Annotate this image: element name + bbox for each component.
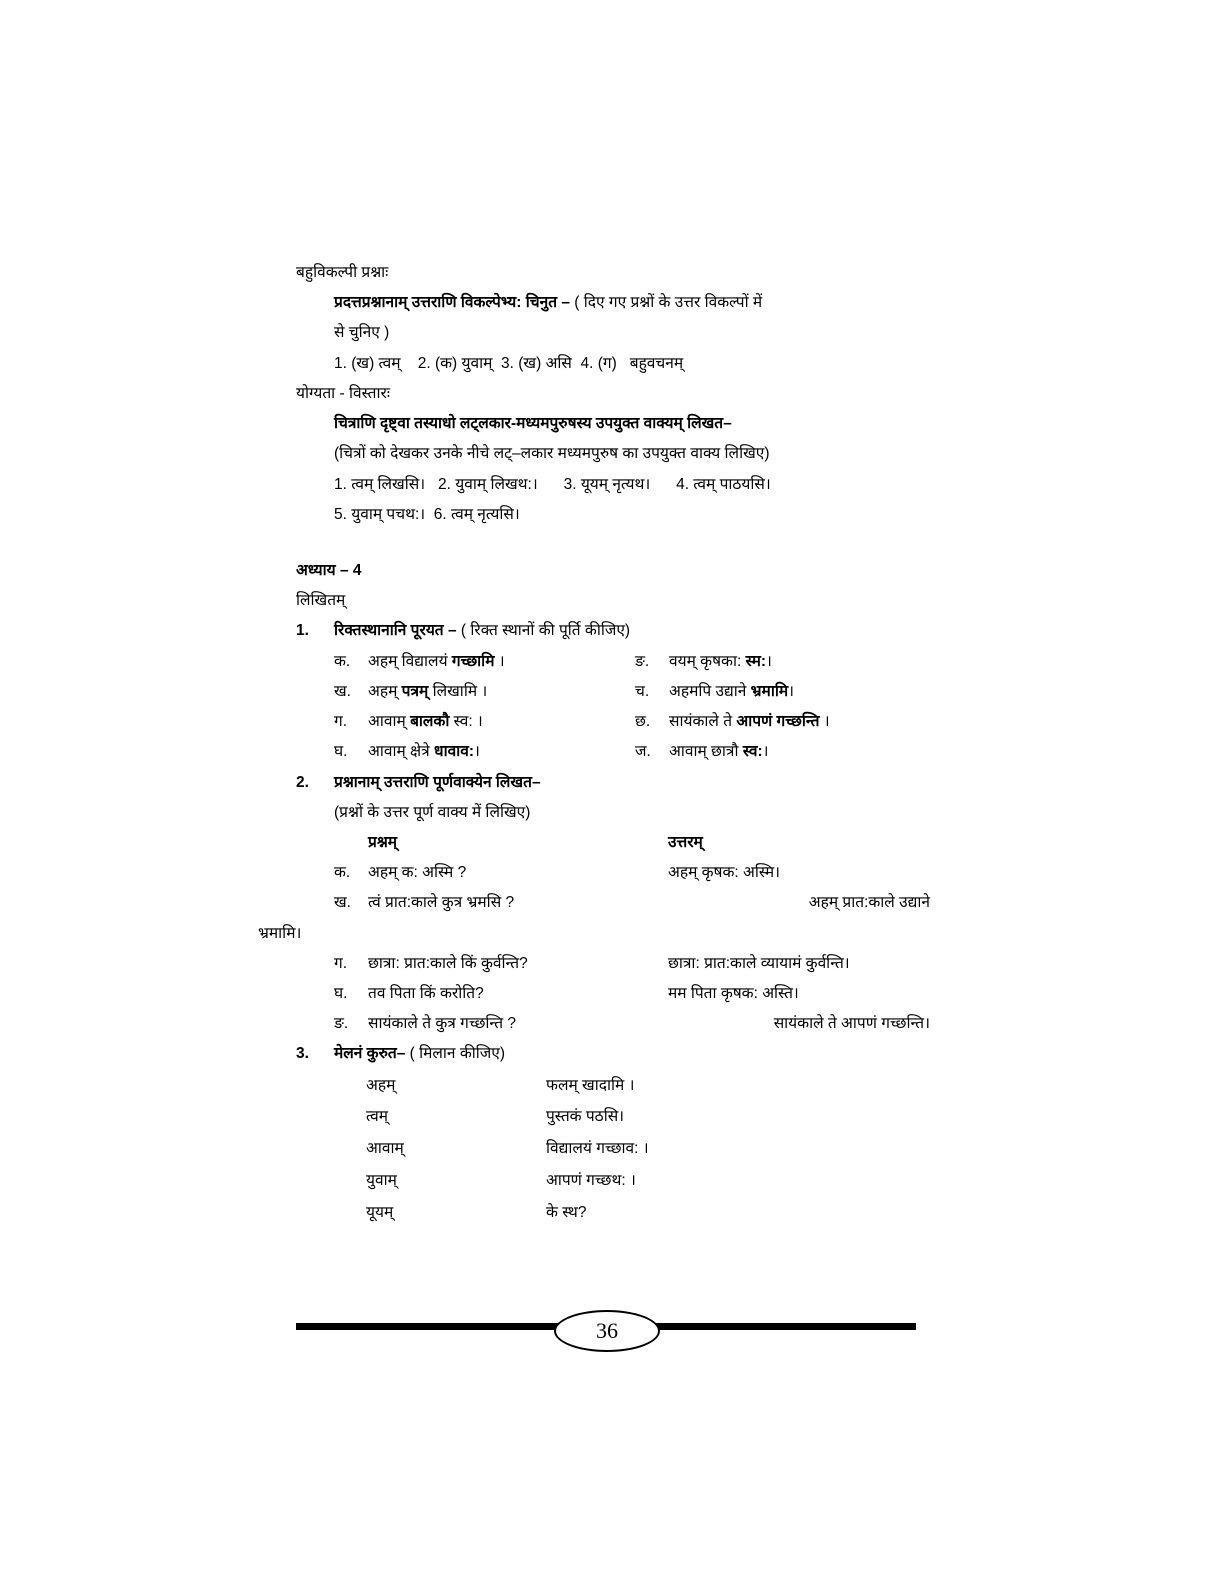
- page-number: 36: [554, 1310, 660, 1352]
- fill-blank-answer: पत्रम्: [401, 682, 429, 700]
- chapter-subtitle: लिखितम्: [296, 592, 346, 610]
- fill-blank-post: लिखामि ।: [428, 682, 488, 700]
- question-2: [296, 768, 936, 798]
- match-row: [366, 1165, 936, 1197]
- fill-blank-left: [334, 707, 635, 737]
- match-right: फलम् खादामि ।: [546, 1076, 635, 1094]
- fill-blank-post: ।: [788, 682, 794, 700]
- qa-label: ख.: [334, 894, 351, 912]
- fill-blank-text: [669, 647, 772, 677]
- fill-blank-row: [334, 707, 936, 737]
- qa-header-spacer: [334, 828, 368, 858]
- yogyata-answers-line2: 5. युवाम् पचथ:। 6. त्वम् नृत्यसि।: [334, 505, 520, 523]
- fill-blank-row: [334, 677, 936, 707]
- qa-row: [334, 979, 936, 1009]
- match-right: पुस्तकं पठसि।: [546, 1108, 625, 1126]
- fill-blank-label: च.: [635, 682, 650, 700]
- mcq-instruction-plain: ( दिए गए प्रश्नों के उत्तर विकल्पों में: [574, 294, 763, 312]
- question-3-title-bold: मेलनं कुरुत–: [334, 1045, 406, 1063]
- qa-header-question: प्रश्नम्: [368, 833, 398, 851]
- question-1-title-plain: ( रिक्त स्थानों की पूर्ति कीजिए): [460, 622, 631, 640]
- question-3-number: 3.: [296, 1045, 309, 1063]
- match-right: आपणं गच्छथ: ।: [546, 1171, 636, 1189]
- fill-blank-left: [334, 647, 635, 677]
- fill-blank-label: ज.: [635, 743, 651, 761]
- question-3-title-plain: ( मिलान कीजिए): [409, 1045, 505, 1063]
- fill-blank-left: [334, 737, 635, 767]
- match-right: के स्थ?: [546, 1203, 587, 1221]
- fill-blank-text: [669, 677, 794, 707]
- question-2-title-plain: (प्रश्नों के उत्तर पूर्ण वाक्य में लिखिए): [334, 803, 531, 821]
- question-3: [296, 1039, 936, 1069]
- fill-blank-answer: धावाव:: [434, 743, 474, 761]
- qa-table-header: [334, 828, 936, 858]
- fill-blank-post: ।: [819, 713, 830, 731]
- qa-answer-overflow: भ्रमामि।: [258, 924, 302, 942]
- qa-label: ग.: [334, 954, 348, 972]
- match-right: विद्यालयं गच्छाव: ।: [546, 1140, 649, 1158]
- fill-blank-post: ।: [766, 652, 772, 670]
- fill-blank-right: [635, 707, 936, 737]
- fill-blank-answer: स्व:: [742, 743, 763, 761]
- qa-answer: मम पिता कृषक: अस्ति।: [668, 985, 799, 1003]
- fill-blank-answer: गच्छामि: [451, 652, 495, 670]
- fill-blank-pre: आवाम् क्षेत्रे: [368, 743, 435, 761]
- qa-answer: अहम् प्रात:काले उद्याने: [808, 894, 930, 912]
- qa-row: [334, 1009, 936, 1039]
- question-3-title: [334, 1039, 936, 1069]
- qa-question: छात्रा: प्रात:काले किं कुर्वन्ति?: [368, 954, 528, 972]
- fill-blank-text: [368, 677, 487, 707]
- mcq-instruction-cont: से चुनिए ): [334, 324, 390, 342]
- fill-blank-pre: अहमपि उद्याने: [669, 682, 751, 700]
- fill-blank-pre: सायंकाले ते: [669, 713, 737, 731]
- fill-blank-label: छ.: [635, 713, 651, 731]
- fill-blank-text: [368, 647, 505, 677]
- fill-blank-right: [635, 737, 936, 767]
- yogyata-answers-line1: 1. त्वम् लिखसि। 2. युवाम् लिखथ:। 3. यूयम् नृत्यथ। 4. त्वम् पाठयसि।: [334, 475, 771, 493]
- fill-blank-answer: भ्रमामि: [750, 682, 789, 700]
- match-row: [366, 1070, 936, 1102]
- mcq-heading: बहुविकल्पी प्रश्नाः: [296, 264, 389, 281]
- question-1-title: [334, 616, 936, 646]
- match-row: [366, 1101, 936, 1133]
- fill-blank-text: [368, 737, 480, 767]
- fill-blank-text: [368, 707, 483, 737]
- mcq-instruction: [334, 288, 936, 318]
- qa-question: अहम् क: अस्मि ?: [368, 864, 467, 882]
- mcq-answers: 1. (ख) त्वम् 2. (क) युवाम् 3. (ख) असि 4. (ग) बहुवचनम्: [334, 354, 684, 372]
- fill-blank-row: [334, 647, 936, 677]
- qa-row: [334, 949, 936, 979]
- fill-blank-pre: अहम्: [368, 682, 402, 700]
- fill-blank-label: ख.: [334, 682, 351, 700]
- mcq-instruction-bold: प्रदत्तप्रश्नानाम् उत्तराणि विकल्पेभ्य: चिनुत –: [334, 294, 570, 312]
- qa-answer: छात्रा: प्रात:काले व्यायामं कुर्वन्ति।: [668, 954, 850, 972]
- question-1-number: 1.: [296, 622, 309, 640]
- match-left: अहम्: [366, 1076, 396, 1094]
- fill-blank-pre: आवाम् छात्रौ: [669, 743, 743, 761]
- match-left: आवाम्: [366, 1140, 404, 1158]
- fill-blank-label: ग.: [334, 713, 348, 731]
- question-1: [296, 616, 936, 646]
- question-2-number: 2.: [296, 773, 309, 791]
- fill-blank-label: घ.: [334, 743, 348, 761]
- qa-question: तव पिता किं करोति?: [368, 985, 484, 1003]
- qa-answer: सायंकाले ते आपणं गच्छन्ति।: [773, 1015, 930, 1033]
- question-2-title-bold: प्रश्नानाम् उत्तराणि पूर्णवाक्येन लिखत–: [334, 773, 541, 791]
- fill-blank-answer: स्म:: [745, 652, 767, 670]
- qa-label: ङ.: [334, 1015, 349, 1033]
- fill-blank-pre: आवाम्: [368, 713, 411, 731]
- fill-blank-post: ।: [494, 652, 505, 670]
- match-row: [366, 1197, 936, 1229]
- qa-answer: अहम् कृषक: अस्मि।: [668, 864, 781, 882]
- fill-blank-pre: अहम् विद्यालयं: [368, 652, 452, 670]
- match-left: युवाम्: [366, 1171, 397, 1189]
- fill-blank-pre: वयम् कृषका:: [669, 652, 746, 670]
- qa-question: त्वं प्रात:काले कुत्र भ्रमसि ?: [368, 894, 515, 912]
- page-content: [258, 258, 936, 1229]
- qa-header-answer: उत्तरम्: [668, 833, 703, 851]
- fill-blank-answer: बालकौ: [410, 713, 450, 731]
- match-left: यूयम्: [366, 1203, 394, 1221]
- page-footer: [296, 1310, 916, 1358]
- fill-blank-row: [334, 737, 936, 767]
- qa-label: क.: [334, 864, 351, 882]
- fill-blank-post: ।: [474, 743, 480, 761]
- qa-question: सायंकाले ते कुत्र गच्छन्ति ?: [368, 1015, 516, 1033]
- yogyata-heading: योग्यता - विस्तारः: [296, 384, 390, 402]
- fill-blank-right: [635, 677, 936, 707]
- chapter-title: अध्याय – 4: [296, 561, 362, 579]
- fill-blank-left: [334, 677, 635, 707]
- yogyata-instruction-plain: (चित्रों को देखकर उनके नीचे लट्–लकार मध्यमपुरुष का उपयुक्त वाक्य लिखिए): [334, 445, 770, 463]
- fill-blank-text: [669, 737, 769, 767]
- fill-blank-post: स्व: ।: [449, 713, 483, 731]
- fill-blank-answer: आपणं गच्छन्ति: [736, 713, 820, 731]
- yogyata-instruction-bold: चित्राणि दृष्ट्वा तस्याधो लट्लकार-मध्यमपुरुषस्य उपयुक्त वाक्यम् लिखत–: [334, 415, 732, 433]
- fill-blank-label: क.: [334, 652, 351, 670]
- fill-blank-right: [635, 647, 936, 677]
- question-1-title-bold: रिक्तस्थानानि पूरयत –: [334, 622, 457, 640]
- match-left: त्वम्: [366, 1108, 388, 1126]
- match-row: [366, 1133, 936, 1165]
- fill-blank-post: ।: [762, 743, 769, 761]
- fill-blank-text: [669, 707, 830, 737]
- qa-label: घ.: [334, 985, 348, 1003]
- qa-row: [334, 888, 936, 918]
- qa-row: [334, 858, 936, 888]
- fill-blank-label: ङ.: [635, 652, 650, 670]
